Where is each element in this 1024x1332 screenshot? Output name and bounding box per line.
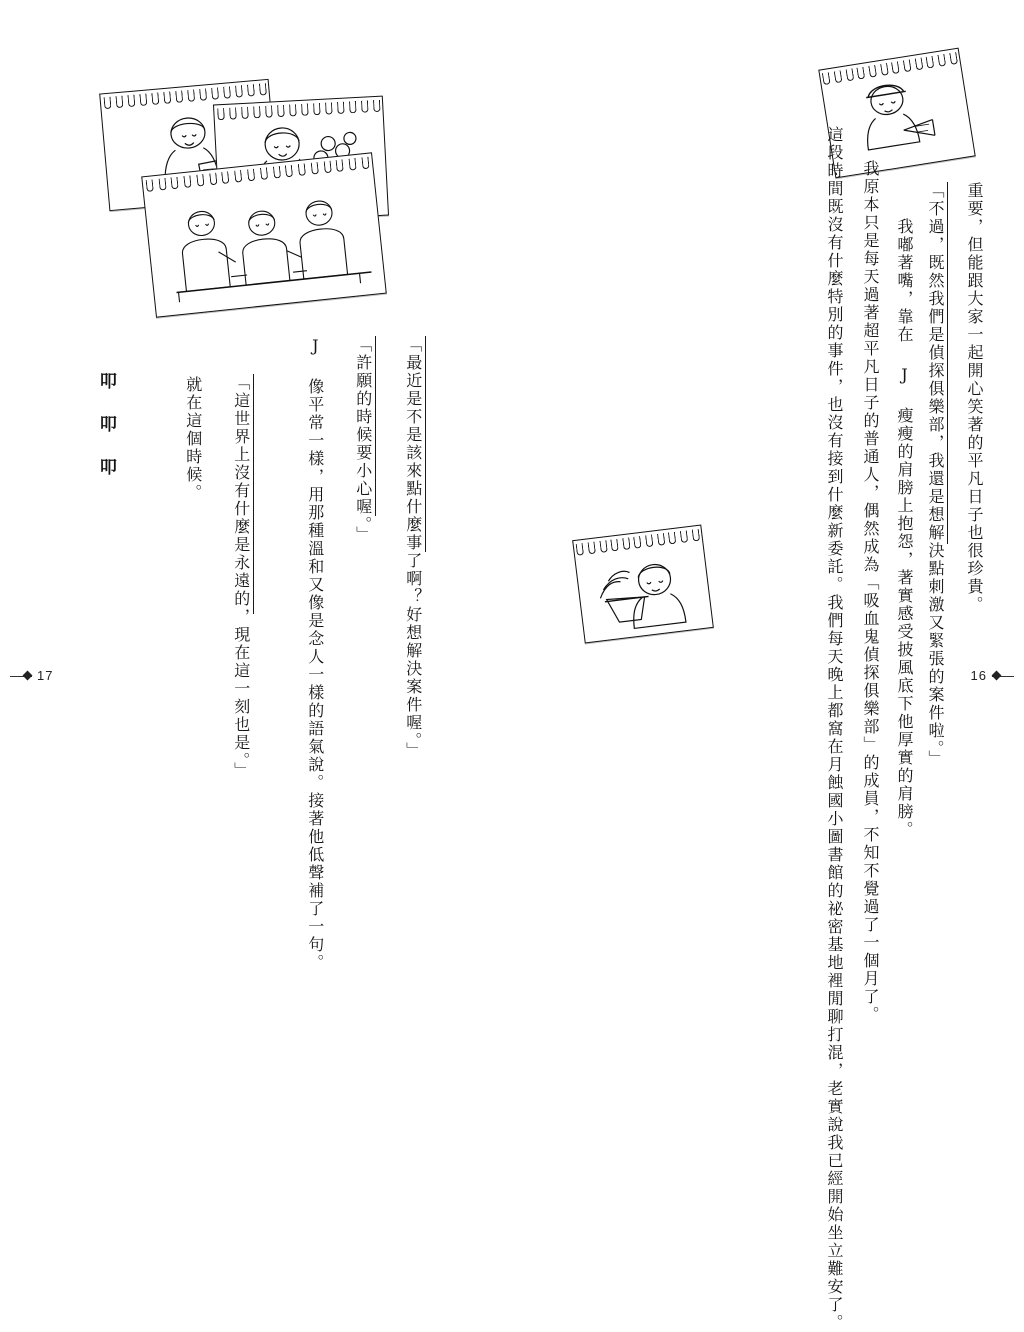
diamond-icon — [992, 671, 1002, 681]
folio-right-number: 16 — [970, 668, 987, 683]
right-page-column-3: 我嘟著嘴，靠在 J 瘦瘦的肩膀上抱怨，著實感受披風底下他厚實的肩膀。 — [895, 218, 914, 839]
sound-effect-knock: 叩 叩 叩 — [95, 372, 116, 478]
left-page-column-5: 就在這個時候。 — [183, 376, 203, 502]
right-page-column-5: 這段時間既沒有什麼特別的事件，也沒有接到什麼新委託。我們每天晚上都窩在月蝕國小圖書館的祕密基地裡閒聊打混，老實說我已經開始坐立難安了。 — [825, 126, 844, 1332]
right-page-column-2: 「不過，既然我們是偵探俱樂部，我還是想解決點刺激又緊張的案件啦。」 — [926, 182, 948, 544]
left-page-column-3: J 像平常一樣，用那種溫和又像是念人一樣的語氣說。接著他低聲補了一句。 — [305, 336, 325, 972]
diamond-icon — [23, 671, 33, 681]
left-page-column-1: 「最近是不是該來點什麼事了啊？好想解決案件喔。」 — [404, 336, 426, 552]
left-page-column-2: 「許願的時候要小心喔。」 — [354, 336, 376, 516]
sketch-card-group-on-sofa — [141, 152, 387, 317]
right-page-column-4: 我原本只是每天過著超平凡日子的普通人，偶然成為「吸血鬼偵探俱樂部」的成員，不知不覺過了一個月了。 — [861, 160, 880, 1024]
folio-right — [971, 668, 1000, 683]
folio-left-number: 17 — [37, 668, 54, 683]
sketch-art — [142, 153, 385, 316]
sketch-card-boy-with-plant — [572, 524, 714, 643]
left-page-column-4: 「這世界上沒有什麼是永遠的，現在這一刻也是。」 — [232, 374, 254, 614]
right-page-column-1: 重要，但能跟大家一起開心笑著的平凡日子也很珍貴。 — [965, 182, 984, 614]
folio-left — [24, 668, 53, 683]
sketch-art — [573, 526, 712, 643]
